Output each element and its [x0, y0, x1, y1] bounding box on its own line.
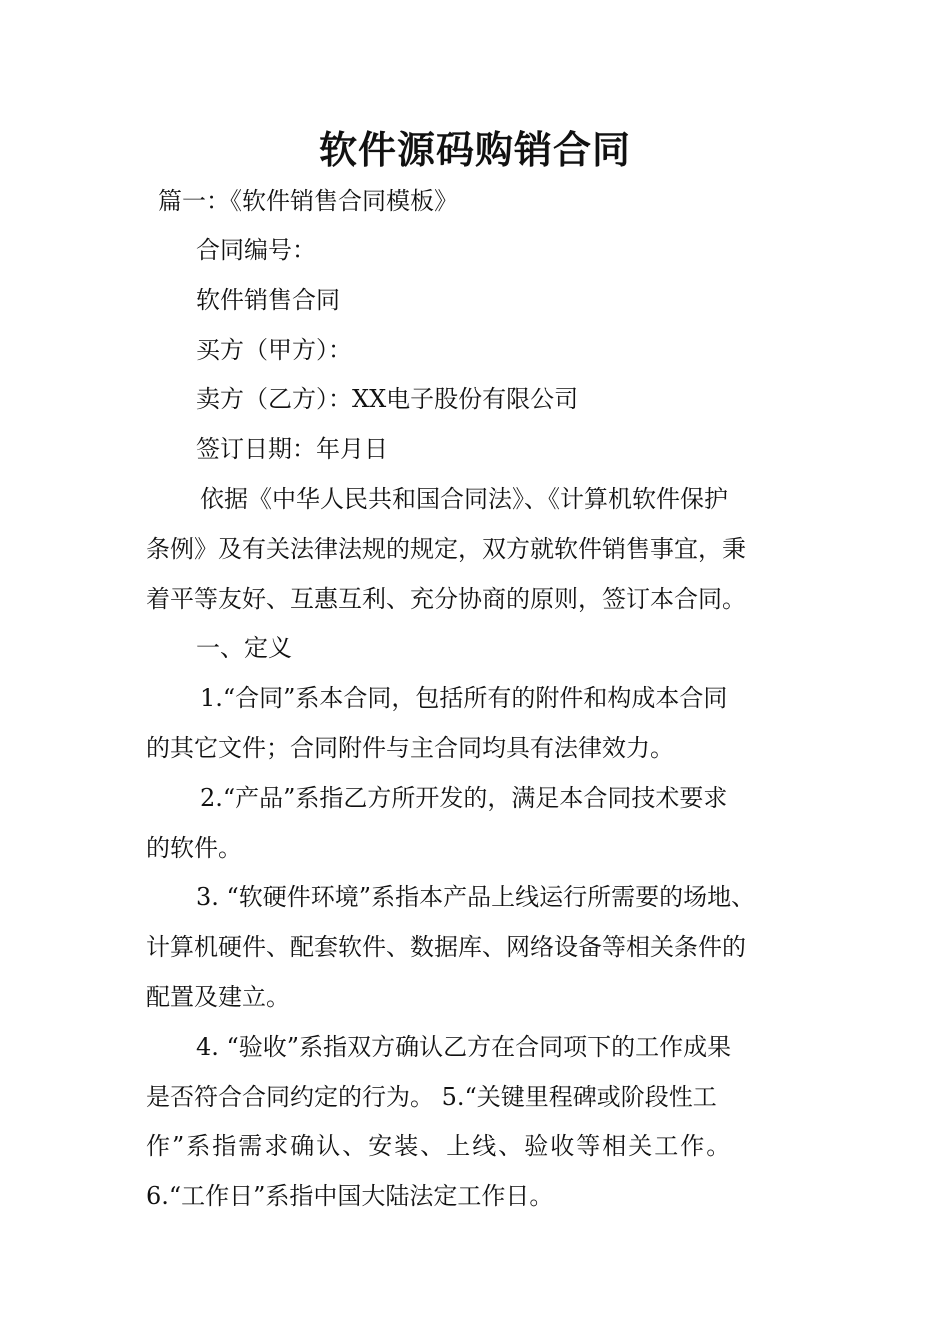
definition-line: 的软件。	[146, 834, 242, 862]
definition-line: 是否符合合同约定的行为。 5.“关键里程碑或阶段性工	[146, 1083, 717, 1111]
definition-line: 3. “软硬件环境”系指本产品上线运行所需要的场地、	[196, 883, 756, 911]
contract-number-label: 合同编号：	[196, 236, 316, 264]
definition-line: 1.“合同”系本合同，包括所有的附件和构成本合同	[200, 684, 728, 712]
seller-line: 卖方（乙方）：XX电子股份有限公司	[196, 385, 579, 413]
document-title: 软件源码购销合同	[318, 128, 631, 172]
definition-line: 计算机硬件、配套软件、数据库、网络设备等相关条件的	[146, 933, 746, 961]
definition-line: 配置及建立。	[146, 983, 290, 1011]
definition-line: 6.“工作日”系指中国大陆法定工作日。	[146, 1182, 554, 1210]
buyer-line: 买方（甲方）：	[196, 336, 352, 364]
definition-line: 4. “验收”系指双方确认乙方在合同项下的工作成果	[196, 1033, 732, 1061]
document-subtitle: 篇一：《软件销售合同模板》	[158, 187, 458, 215]
preamble-line: 着平等友好、互惠互利、充分协商的原则，签订本合同。	[146, 585, 746, 613]
definition-line: 作”系指需求确认、安装、上线、验收等相关工作。	[146, 1132, 733, 1160]
preamble-line: 条例》及有关法律法规的规定，双方就软件销售事宜，秉	[146, 535, 746, 563]
sign-date-line: 签订日期：年月日	[196, 435, 388, 463]
definition-line: 2.“产品”系指乙方所开发的，满足本合同技术要求	[200, 784, 728, 812]
section-heading: 一、定义	[196, 634, 292, 662]
preamble-line: 依据《中华人民共和国合同法》、《计算机软件保护	[200, 485, 728, 513]
definition-line: 的其它文件；合同附件与主合同均具有法律效力。	[146, 734, 674, 762]
contract-name: 软件销售合同	[196, 286, 340, 314]
